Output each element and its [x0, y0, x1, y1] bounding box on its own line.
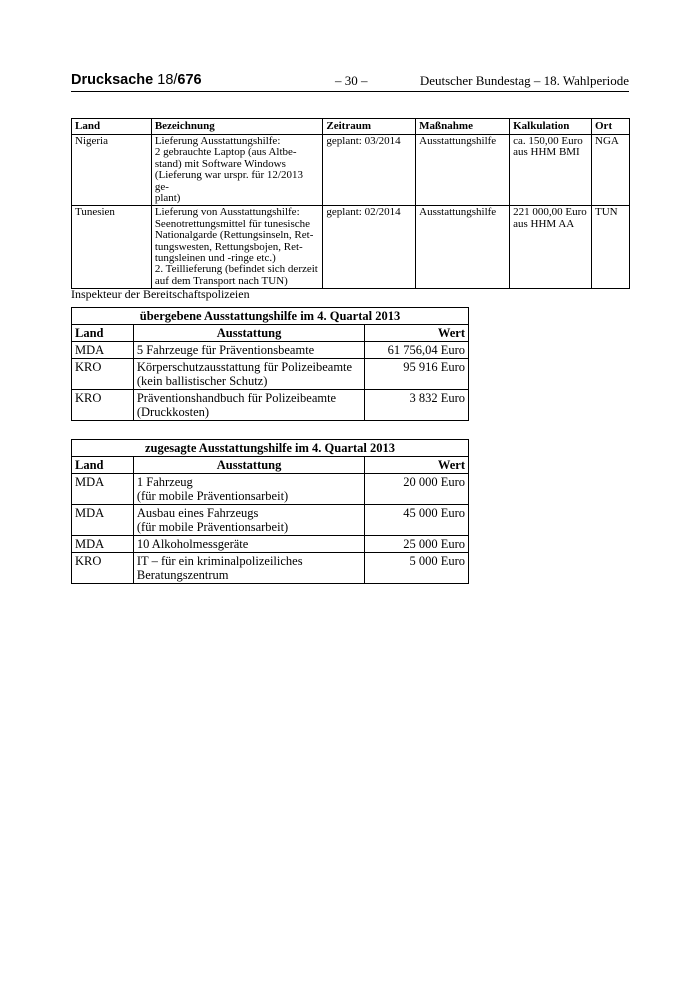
doc-num-bold: 676	[177, 72, 202, 88]
page-header	[71, 71, 629, 92]
col-header-ausstattung: Ausstattung	[133, 325, 364, 342]
cell-wert: 95 916 Euro	[365, 359, 469, 390]
col-header-massnahme: Maßnahme	[416, 119, 510, 135]
table-row	[72, 536, 469, 553]
cell-land: Nigeria	[72, 135, 152, 206]
cell-bezeichnung: Lieferung Ausstattungshilfe: 2 gebrauchte Laptop (aus Altbe- stand) mit Software Windows (Lieferung war urspr. für 12/2013 ge- plant)	[151, 135, 323, 206]
promised-aid-table	[71, 439, 469, 584]
table-row	[72, 359, 469, 390]
col-header-wert: Wert	[365, 457, 469, 474]
cell-massnahme: Ausstattungshilfe	[416, 135, 510, 206]
col-header-ausstattung: Ausstattung	[133, 457, 364, 474]
col-header-land: Land	[72, 457, 134, 474]
table-title: übergebene Ausstattungshilfe im 4. Quartal 2013	[72, 308, 469, 325]
doc-label: Drucksache	[71, 72, 154, 88]
section-caption: Inspekteur der Bereitschaftspolizeien	[71, 287, 250, 301]
cell-wert: 20 000 Euro	[365, 474, 469, 505]
cell-land: MDA	[72, 505, 134, 536]
cell-ausstattung: Ausbau eines Fahrzeugs (für mobile Präventionsarbeit)	[133, 505, 364, 536]
cell-wert: 5 000 Euro	[365, 553, 469, 584]
col-header-bezeichnung: Bezeichnung	[151, 119, 323, 135]
cell-ausstattung: 5 Fahrzeuge für Präventionsbeamte	[133, 342, 364, 359]
cell-land: MDA	[72, 536, 134, 553]
cell-massnahme: Ausstattungshilfe	[416, 206, 510, 289]
cell-zeitraum: geplant: 03/2014	[323, 135, 416, 206]
cell-wert: 45 000 Euro	[365, 505, 469, 536]
cell-land: KRO	[72, 359, 134, 390]
col-header-ort: Ort	[592, 119, 630, 135]
table-row	[72, 206, 630, 289]
table-row	[72, 553, 469, 584]
cell-ausstattung: 10 Alkoholmessgeräte	[133, 536, 364, 553]
col-header-land: Land	[72, 119, 152, 135]
cell-wert: 25 000 Euro	[365, 536, 469, 553]
cell-ausstattung: Präventionshandbuch für Polizeibeamte (Druckkosten)	[133, 390, 364, 421]
cell-land: MDA	[72, 474, 134, 505]
cell-ausstattung: IT – für ein kriminalpolizeiliches Beratungszentrum	[133, 553, 364, 584]
cell-kalkulation: ca. 150,00 Euro aus HHM BMI	[510, 135, 592, 206]
document-number	[71, 72, 202, 88]
col-header-wert: Wert	[365, 325, 469, 342]
cell-wert: 3 832 Euro	[365, 390, 469, 421]
cell-ort: NGA	[592, 135, 630, 206]
cell-wert: 61 756,04 Euro	[365, 342, 469, 359]
cell-ausstattung: 1 Fahrzeug (für mobile Präventionsarbeit)	[133, 474, 364, 505]
doc-num: 18/	[157, 72, 178, 88]
table-header-row	[72, 457, 469, 474]
table-row	[72, 474, 469, 505]
cell-land: MDA	[72, 342, 134, 359]
table-title-row	[72, 440, 469, 457]
table-header-row	[72, 119, 630, 135]
cell-kalkulation: 221 000,00 Euro aus HHM AA	[510, 206, 592, 289]
table-title: zugesagte Ausstattungshilfe im 4. Quartal 2013	[72, 440, 469, 457]
handed-over-aid-table	[71, 307, 469, 421]
cell-land: Tunesien	[72, 206, 152, 289]
table-row	[72, 505, 469, 536]
cell-land: KRO	[72, 390, 134, 421]
cell-bezeichnung: Lieferung von Ausstattungshilfe: Seenotrettungsmittel für tunesische Nationalgarde (Rettungsinseln, Ret- tungswesten, Rettungsbojen, Ret- tungsleinen und -ringe etc.) 2. Teillieferung (befindet sich derzeit auf dem Transport nach TUN)	[151, 206, 323, 289]
table-row	[72, 390, 469, 421]
table-row	[72, 342, 469, 359]
cell-zeitraum: geplant: 02/2014	[323, 206, 416, 289]
table-row	[72, 135, 630, 206]
table-title-row	[72, 308, 469, 325]
header-right: Deutscher Bundestag – 18. Wahlperiode	[419, 73, 629, 88]
col-header-land: Land	[72, 325, 134, 342]
col-header-kalkulation: Kalkulation	[510, 119, 592, 135]
cell-ausstattung: Körperschutzausstattung für Polizeibeamte (kein ballistischer Schutz)	[133, 359, 364, 390]
cell-land: KRO	[72, 553, 134, 584]
equipment-aid-table	[71, 118, 630, 289]
cell-ort: TUN	[592, 206, 630, 289]
table-header-row	[72, 325, 469, 342]
col-header-zeitraum: Zeitraum	[323, 119, 416, 135]
page-number: – 30 –	[335, 73, 368, 88]
